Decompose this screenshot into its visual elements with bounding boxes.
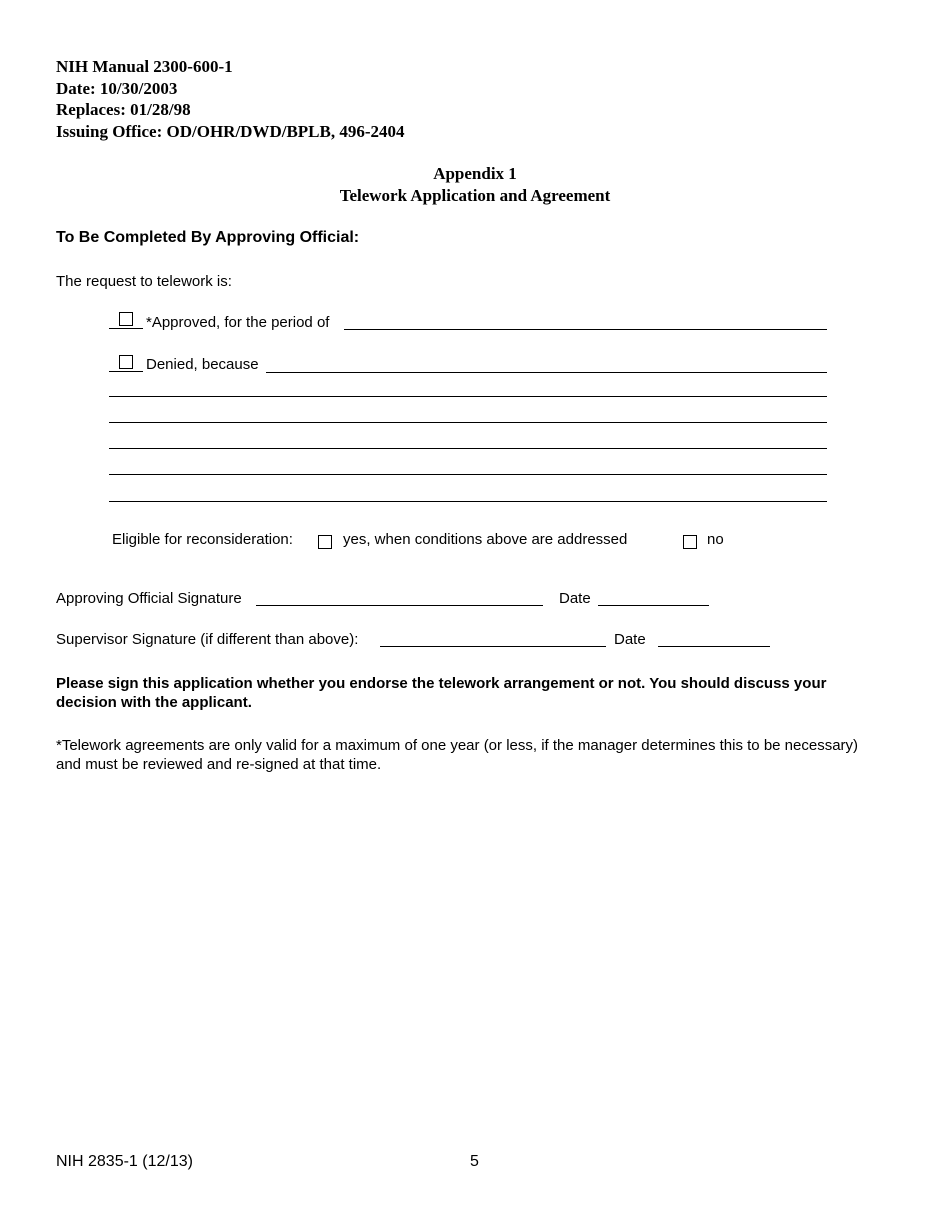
denied-reason-field[interactable] [266, 372, 827, 373]
footnote: *Telework agreements are only valid for a maximum of one year (or less, if the manager determines this to be necessary) and must be reviewed and re-signed at that time. [56, 737, 859, 773]
denied-reason-line[interactable] [109, 396, 827, 397]
reconsideration-yes-checkbox[interactable] [318, 535, 332, 549]
manual-date: Date: 10/30/2003 [56, 78, 178, 98]
form-number: NIH 2835-1 (12/13) [56, 1153, 193, 1170]
approving-date-label: Date [559, 590, 591, 607]
approving-date-field[interactable] [598, 605, 709, 606]
approved-period-field[interactable] [344, 329, 827, 330]
denied-label: Denied, because [146, 356, 259, 373]
reconsideration-no-label: no [707, 531, 724, 548]
approved-check-underline [109, 328, 143, 329]
approving-signature-label: Approving Official Signature [56, 590, 242, 607]
issuing-office: Issuing Office: OD/OHR/DWD/BPLB, 496-2404 [56, 121, 405, 141]
denied-reason-line[interactable] [109, 474, 827, 475]
denied-reason-line[interactable] [109, 422, 827, 423]
reconsideration-label: Eligible for reconsideration: [112, 531, 293, 548]
document-title [0, 163, 950, 207]
approved-checkbox[interactable] [119, 312, 133, 326]
sign-notice: Please sign this application whether you endorse the telework arrangement or not. You should discuss your decision with the applicant. [56, 675, 827, 711]
supervisor-signature-field[interactable] [380, 646, 606, 647]
section-heading: To Be Completed By Approving Official: [56, 229, 360, 246]
denied-reason-line[interactable] [109, 501, 827, 502]
denied-check-underline [109, 371, 143, 372]
supervisor-signature-label: Supervisor Signature (if different than above): [56, 631, 359, 648]
approved-label: *Approved, for the period of [146, 314, 330, 331]
manual-number: NIH Manual 2300-600-1 [56, 57, 233, 76]
request-intro: The request to telework is: [56, 273, 232, 290]
appendix-title: Appendix 1 [433, 164, 517, 183]
reconsideration-no-checkbox[interactable] [683, 535, 697, 549]
denied-checkbox[interactable] [119, 355, 133, 369]
supervisor-date-label: Date [614, 631, 646, 648]
reconsideration-yes-label: yes, when conditions above are addressed [343, 531, 628, 548]
supervisor-date-field[interactable] [658, 646, 770, 647]
form-title: Telework Application and Agreement [339, 186, 611, 205]
denied-reason-line[interactable] [109, 448, 827, 449]
document-header [56, 56, 405, 142]
manual-replaces: Replaces: 01/28/98 [56, 100, 191, 119]
page-number: 5 [470, 1153, 479, 1170]
approving-signature-field[interactable] [256, 605, 543, 606]
